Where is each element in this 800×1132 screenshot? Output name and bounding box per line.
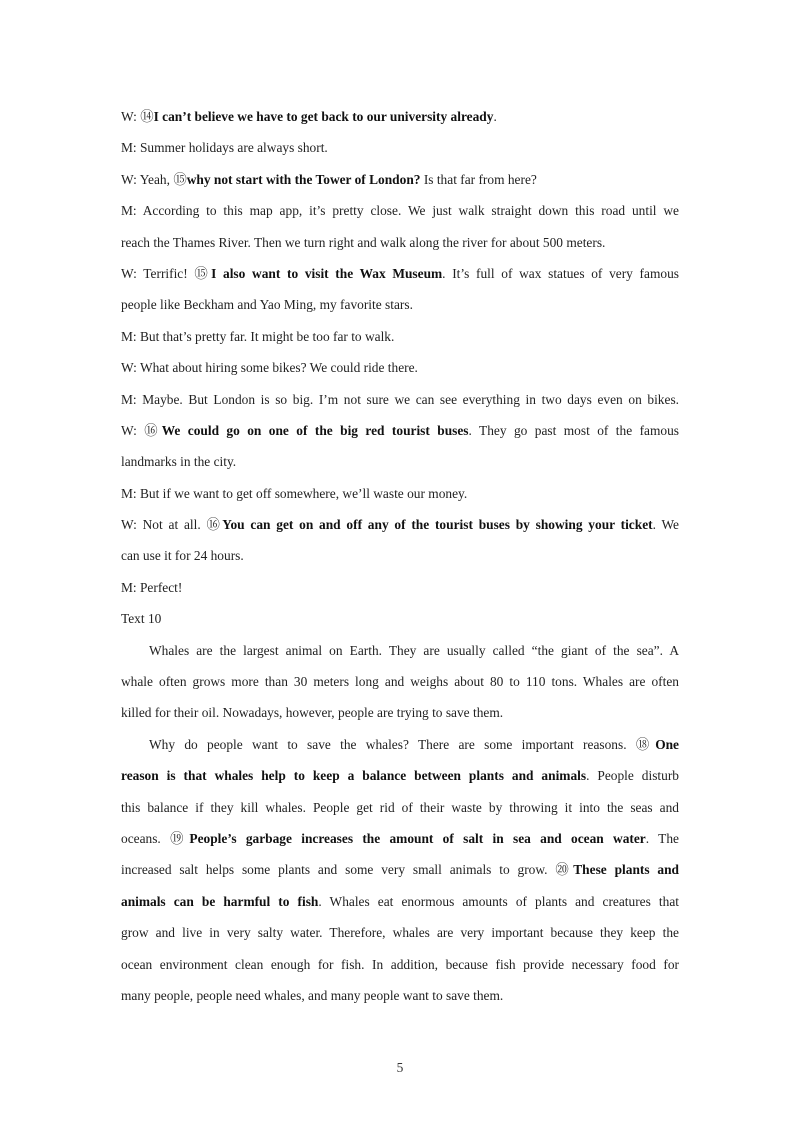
bold-answer: I can’t believe we have to get back to our university already — [153, 109, 494, 124]
line-text: W: Not at all. ⑯ — [121, 517, 223, 533]
dialogue-line-11 — [121, 415, 679, 446]
line-text: . — [493, 109, 497, 124]
page-content — [121, 101, 679, 1011]
dialogue-line-3 — [121, 164, 679, 195]
line-text: can use it for 24 hours. — [121, 548, 244, 564]
dialogue-line-14 — [121, 509, 679, 540]
dialogue-line-1 — [121, 101, 679, 132]
paragraph-2-line-9 — [121, 980, 679, 1011]
line-text: Why do people want to save the whales? There are some important reasons. ⑱ — [149, 736, 656, 752]
line-text: W: Yeah, ⑮ — [121, 171, 187, 187]
paragraph-2-line-1 — [121, 729, 679, 760]
bold-answer: reason is that whales help to keep a balance between plants and animals — [121, 768, 587, 784]
dialogue-line-16 — [121, 572, 679, 603]
line-text: ocean environment clean enough for fish. In addition, because fish provide necessary food for — [121, 956, 679, 972]
line-text: M: Summer holidays are always short. — [121, 140, 328, 156]
line-text: W: ⑭ — [121, 109, 154, 124]
paragraph-2-line-3 — [121, 792, 679, 823]
bold-answer: One — [655, 736, 679, 752]
line-text: grow and live in very salty water. Therefore, whales are very important because they keep the — [121, 925, 679, 941]
line-text: M: But if we want to get off somewhere, we’ll waste our money. — [121, 485, 468, 501]
dialogue-line-5 — [121, 227, 679, 258]
dialogue-line-9 — [121, 352, 679, 383]
paragraph-2-line-6 — [121, 886, 679, 917]
line-text: increased salt helps some plants and some very small animals to grow. ⑳ — [121, 862, 574, 878]
line-text: . We — [652, 517, 680, 533]
paragraph-2-line-8 — [121, 949, 679, 980]
dialogue-line-15 — [121, 540, 679, 571]
paragraph-2-line-4 — [121, 823, 679, 854]
line-text: reach the Thames River. Then we turn right and walk along the river for about 500 meters. — [121, 234, 606, 250]
line-text: . Whales eat enormous amounts of plants and creatures that — [318, 893, 679, 909]
line-text: landmarks in the city. — [121, 454, 237, 470]
dialogue-line-13 — [121, 478, 679, 509]
line-text: oceans. ⑲ — [121, 830, 190, 846]
line-text: M: According to this map app, it’s pretty close. We just walk straight down this road until we — [121, 203, 679, 219]
line-text: W: What about hiring some bikes? We could ride there. — [121, 360, 418, 376]
paragraph-1-line-1: Whales are the largest animal on Earth. They are usually called “the giant of the sea”. A — [149, 642, 679, 658]
page-number: 5 — [396, 1060, 404, 1075]
paragraph-1-line-3: killed for their oil. Nowadays, however, people are trying to save them. — [121, 705, 504, 721]
line-text: M: But that’s pretty far. It might be too far to walk. — [121, 328, 395, 344]
line-text: this balance if they kill whales. People get rid of their waste by throwing it into the seas and — [121, 799, 679, 815]
line-text: . It’s full of wax statues of very famous — [442, 265, 679, 281]
line-text: many people, people need whales, and many people want to save them. — [121, 987, 504, 1003]
bold-answer: why not start with the Tower of London? — [186, 171, 421, 187]
line-text: W: Terrific! ⑮ — [121, 265, 212, 281]
section-heading: Text 10 — [121, 611, 162, 627]
bold-answer: You can get on and off any of the tourist buses by showing your ticket — [222, 517, 653, 533]
paragraph-2-line-7 — [121, 917, 679, 948]
bold-answer: These plants and — [573, 862, 679, 878]
dialogue-line-6 — [121, 258, 679, 289]
bold-answer: animals can be harmful to fish — [121, 893, 319, 909]
dialogue-line-8 — [121, 321, 679, 352]
paragraph-2-line-2 — [121, 760, 679, 791]
paragraph-2-line-5 — [121, 854, 679, 885]
line-text: people like Beckham and Yao Ming, my favorite stars. — [121, 297, 413, 313]
bold-answer: People’s garbage increases the amount of salt in sea and ocean water — [189, 830, 646, 846]
line-text: M: Maybe. But London is so big. I’m not sure we can see everything in two days even on bikes. — [121, 391, 679, 407]
line-text: W: ⑯ — [121, 422, 162, 438]
line-text: M: Perfect! — [121, 579, 183, 595]
bold-answer: I also want to visit the Wax Museum — [211, 265, 443, 281]
bold-answer: We could go on one of the big red tourist buses — [161, 422, 469, 438]
dialogue-line-2 — [121, 132, 679, 163]
line-text: . People disturb — [586, 768, 679, 784]
dialogue-line-10 — [121, 384, 679, 415]
line-text: . The — [645, 830, 679, 846]
dialogue-line-4 — [121, 195, 679, 226]
dialogue-line-12 — [121, 446, 679, 477]
paragraph-1-line-2: whale often grows more than 30 meters long and weighs about 80 to 110 tons. Whales are often — [121, 674, 679, 690]
line-text: Is that far from here? — [420, 171, 537, 187]
dialogue-line-7 — [121, 289, 679, 320]
line-text: . They go past most of the famous — [468, 422, 679, 438]
